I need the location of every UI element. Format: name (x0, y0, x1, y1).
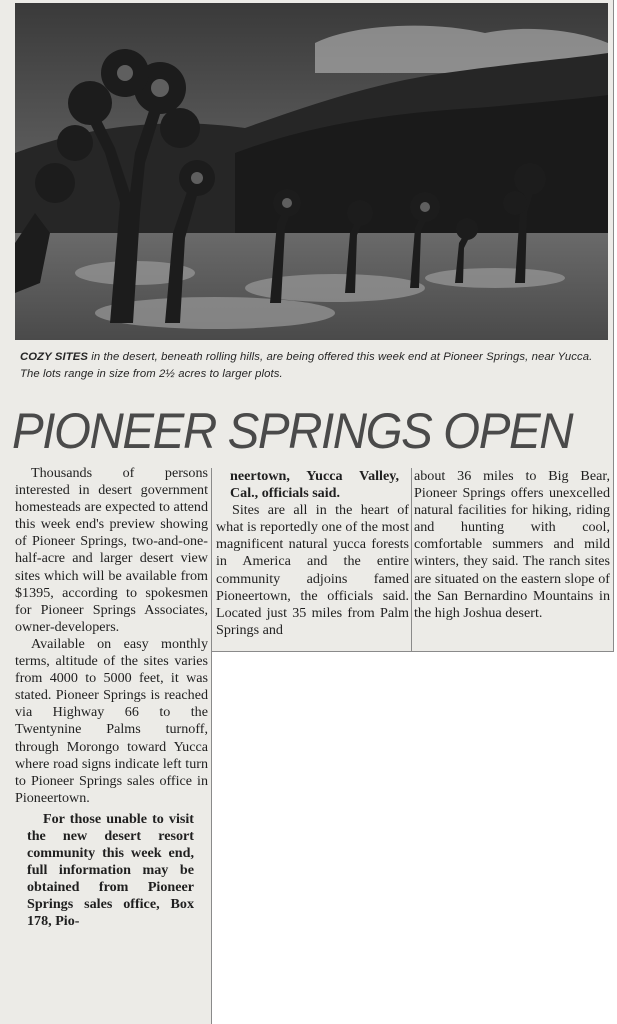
caption-text: in the desert, beneath rolling hills, are being offered this week end at Pioneer Springs, near Yucca. The lots range in size from 2½ acres to larger plots. (20, 351, 593, 380)
article-paragraph: Sites are all in the heart of what is reportedly one of the most magnificent natural yucca forests in America and the entire community adjoins famed Pioneertown, the officials said. Located just 35 miles from Palm Springs and (216, 502, 409, 638)
article-column-2 (216, 468, 409, 639)
headline: PIONEER SPRINGS OPEN (12, 403, 573, 459)
desert-photo (15, 3, 608, 340)
article-paragraph-bold: For those unable to visit the new desert resort community this week end, full information may be obtained from Pioneer Springs sales office, Box 178, Pio- (27, 810, 194, 930)
clipping-bottom-edge (212, 651, 614, 652)
article-paragraph: Thousands of persons interested in desert government homesteads are expected to attend this week end's preview showing of Pioneer Springs, two-and-one-half-acre and larger desert view sites which will be available from $1395, according to spokesmen for Pioneer Springs Associates, owner-developers. (15, 465, 208, 635)
article-paragraph: about 36 miles to Big Bear, Pioneer Springs offers unexcelled natural facilities for hiking, riding and hunting with cool, comfortable summers and mild winters, they said. The ranch sites are situated on the eastern slope of the San Bernardino Mountains in the high Joshua desert. (414, 468, 610, 621)
article-paragraph-bold: neertown, Yucca Valley, Cal., officials said. (230, 468, 399, 502)
article-column-3 (414, 468, 610, 622)
caption-lead: COZY SITES (20, 351, 88, 363)
article-paragraph: Available on easy monthly terms, altitude of the sites varies from 4000 to 5000 feet, it was stated. Pioneer Springs is reached via Highway 66 to the Twentynine Palms turnoff, through Morongo toward Yucca where road signs indicate left turn to Pioneer Springs sales office in Pioneertown. (15, 635, 208, 806)
article-column-1 (15, 465, 208, 931)
joshua-trees-image (15, 3, 608, 340)
column-rule-1 (211, 468, 212, 1024)
photo-caption (20, 349, 605, 383)
clipping-right-edge (613, 0, 614, 652)
clipping-cut-area (212, 652, 617, 1024)
column-rule-2 (411, 468, 412, 652)
